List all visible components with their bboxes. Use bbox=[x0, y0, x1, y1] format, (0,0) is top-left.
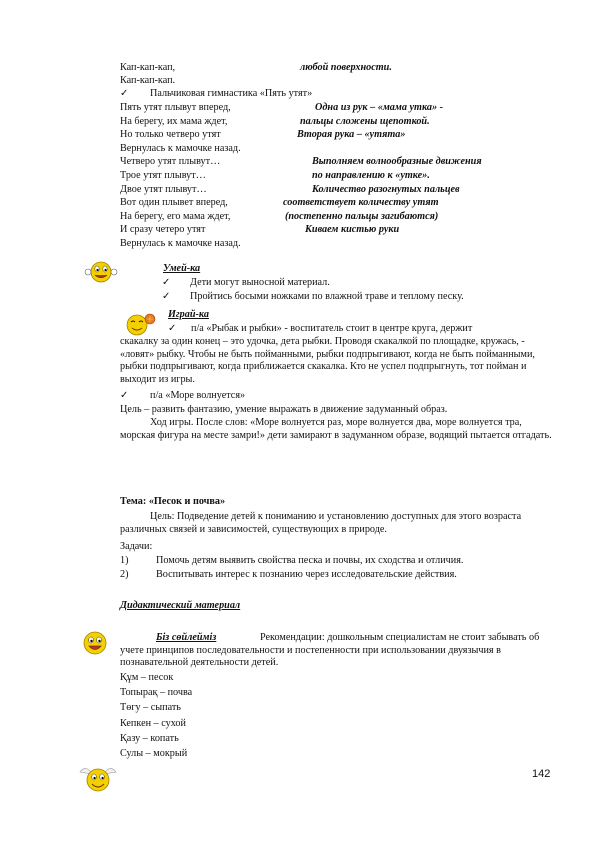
page-number: 142 bbox=[532, 768, 551, 780]
check-icon: ✓ bbox=[120, 88, 129, 99]
recommendation-text: Рекомендации: дошкольным специалистам не стоит забывать об учете принципов последовательности и постепенности при использовании двуязычия в познавательной деятельности детей. bbox=[120, 632, 540, 669]
smiley-icon bbox=[76, 762, 120, 796]
poem-line: Четверо утят плывут… bbox=[120, 156, 221, 168]
word-item: Құм – песок bbox=[120, 672, 174, 683]
biz-title: Біз сөйлейміз bbox=[156, 632, 217, 643]
didactic-title: Дидактический материал bbox=[120, 600, 241, 611]
poem-instruction: по направлению к «утке». bbox=[312, 170, 430, 181]
umei-item-1: Дети могут выносной материал. bbox=[190, 277, 330, 288]
igrai-title: Играй-ка bbox=[168, 309, 209, 320]
poem-line: И сразу четеро утят bbox=[120, 224, 206, 236]
theme-goal: Цель: Подведение детей к пониманию и установлению доступных для этого возраста различных связей и зависимостей, существующих в природе. bbox=[120, 511, 522, 535]
poem-instruction: Киваем кистью руки bbox=[305, 224, 400, 236]
poem-instruction: Вторая рука – «утята» bbox=[297, 129, 406, 141]
check-icon: ✓ bbox=[120, 390, 129, 401]
game1-description: скакалку за один конец – это удочка, дета рыбки. Проводя скакалкой по площадке, кружась, - «ловят» рыбку. Чтобы не быть пойманными, рыбки подпрыгивают, когда не быть пойманными, рыбки подпрыгивают, когда приближается скакалка. Кто не успел подпрыгнуть, тот пойман и выходит из игры. bbox=[120, 336, 535, 385]
poem1-line-2: Кап-кап-кап. bbox=[120, 75, 176, 86]
game2-goal: Цель – развить фантазию, умение выражать в движение задуманный образ. bbox=[120, 404, 448, 415]
word-item: Сулы – мокрый bbox=[120, 748, 188, 759]
poem-line: На берегу, его мама ждет, bbox=[120, 210, 231, 222]
poem1-right-1: любой поверхности. bbox=[300, 62, 392, 73]
game1-first-line: п/а «Рыбак и рыбки» - воспитатель стоит в центре круга, держит bbox=[191, 323, 473, 334]
check-icon: ✓ bbox=[168, 323, 177, 334]
poem-line: Трое утят плывут… bbox=[120, 170, 206, 181]
poem-line: Вернулась к мамочке назад. bbox=[120, 238, 241, 249]
poem-line: Вернулась к мамочке назад. bbox=[120, 142, 241, 154]
umei-title: Умей-ка bbox=[163, 263, 201, 274]
check-icon: ✓ bbox=[162, 277, 171, 288]
word-item: Топырақ – почва bbox=[120, 687, 193, 699]
poem-instruction: Количество разогнутых пальцев bbox=[312, 183, 460, 195]
task-2-text: Воспитывать интерес к познанию через исследовательские действия. bbox=[156, 569, 457, 580]
poem-line: Вот один плывет вперед, bbox=[120, 197, 228, 209]
poem-line: На берегу, их мама ждет, bbox=[120, 115, 228, 127]
word-item: Төгу – сыпать bbox=[120, 702, 181, 714]
poem-instruction: (постепенно пальцы загибаются) bbox=[285, 210, 439, 222]
check-icon: ✓ bbox=[162, 291, 171, 302]
poem-line: Пять утят плывут вперед, bbox=[120, 102, 231, 113]
game2-title: п/а «Море волнуется» bbox=[150, 390, 246, 401]
theme-title: Тема: «Песок и почва» bbox=[120, 496, 226, 507]
poem-line: Но только четверо утят bbox=[120, 129, 221, 141]
task-2-num: 2) bbox=[120, 569, 129, 580]
tasks-label: Задачи: bbox=[120, 541, 153, 552]
umei-item-2: Пройтись босыми ножками по влажной траве и теплому песку. bbox=[190, 291, 464, 302]
smiley-icon bbox=[122, 310, 158, 338]
word-item: Қазу – копать bbox=[120, 732, 179, 744]
poem-instruction: Выполняем волнообразные движения bbox=[312, 156, 482, 168]
poem-instruction: Одна из рук – «мама утка» - bbox=[315, 102, 443, 113]
poem-line: Двое утят плывут… bbox=[120, 183, 207, 195]
smiley-icon bbox=[84, 258, 118, 286]
poem-instruction: пальцы сложены щепоткой. bbox=[300, 115, 430, 127]
game2-course: Ход игры. После слов: «Море волнуется раз, море волнуется два, море волнуется тра, морская фигура на месте замри!» дети замирают в задуманном образе, водящий пытается отгадать. bbox=[120, 417, 552, 441]
task-1-num: 1) bbox=[120, 555, 129, 566]
smiley-icon bbox=[80, 628, 110, 658]
poem-instruction: соответствует количеству утят bbox=[283, 197, 439, 209]
poem1-line-1: Кап-кап-кап, bbox=[120, 62, 176, 73]
finger-gym-title: Пальчиковая гимнастика «Пять утят» bbox=[150, 88, 313, 99]
word-item: Кепкен – сухой bbox=[120, 717, 186, 729]
task-1-text: Помочь детям выявить свойства песка и почвы, их сходства и отличия. bbox=[156, 555, 464, 566]
